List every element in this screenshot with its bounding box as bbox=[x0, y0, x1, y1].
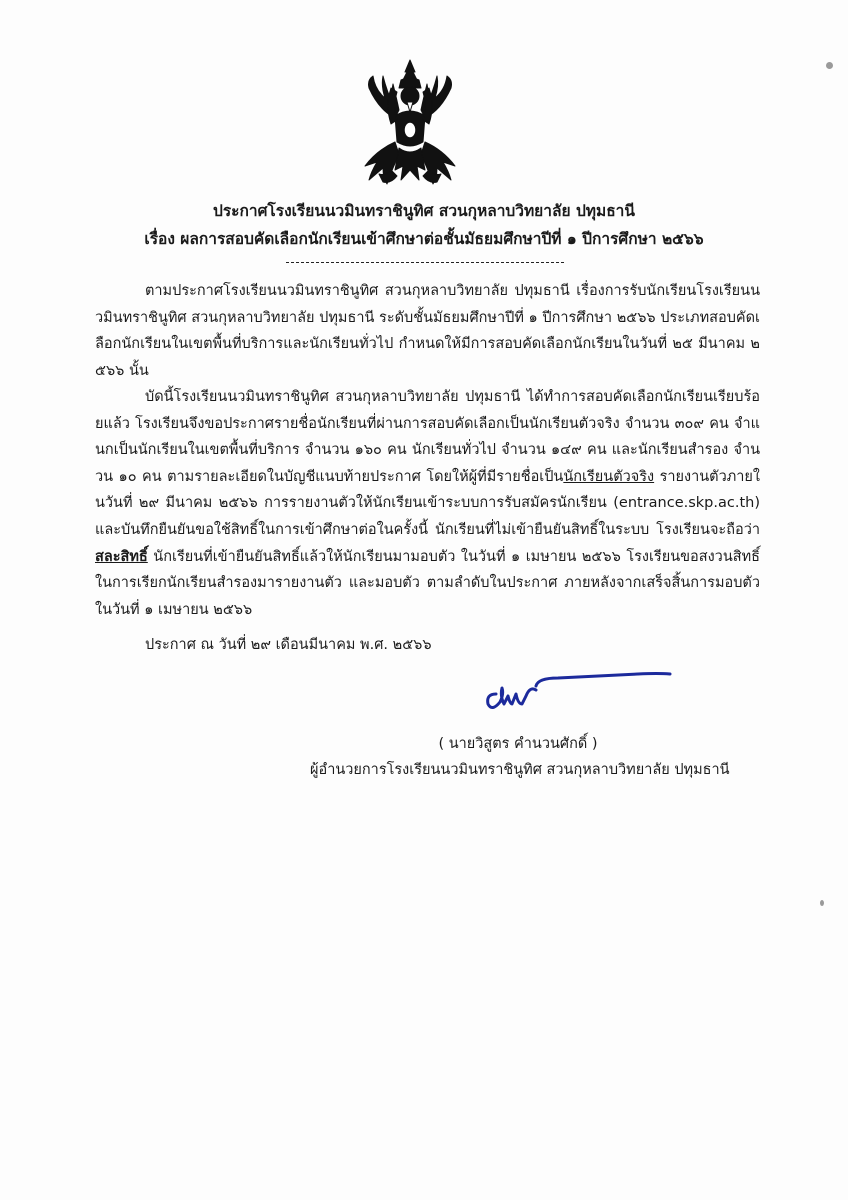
paragraph-2-text: นักเรียนที่เข้ายืนยันสิทธิ์แล้วให้นักเรียนมามอบตัว ในวันที่ ๑ เมษายน ๒๕๖๖ โรงเรียนขอสงวนสิทธิ์ในการเรียกนักเรียนสำรองมารายงานตัว และมอบตัว ตามลำดับในประกาศ ภายหลังจากเสร็จสิ้นการมอบตัวในวันที่ ๑ เมษายน ๒๕๖๖ bbox=[95, 548, 760, 618]
emphasis-actual-students: นักเรียนตัวจริง bbox=[563, 468, 655, 485]
signer-name: ( นายวิสูตร คำนวนศักดิ์ ) bbox=[438, 736, 598, 752]
announcement-title: ประกาศโรงเรียนนวมินทราชินูทิศ สวนกุหลาบวิทยาลัย ปทุมธานี bbox=[213, 202, 635, 220]
paragraph-2-text: รายงานตัวภายในวันที่ ๒๙ มีนาคม ๒๕๖๖ การรายงานตัวให้นักเรียนเข้าระบบการรับสมัครนักเรียน (entrance.skp.ac.th) และบันทึกยืนยันขอใช้สิทธิ์ในการเข้าศึกษาต่อในครั้งนี้ นักเรียนที่ไม่เข้ายืนยันสิทธิ์ในระบบ โรงเรียนจะถือว่า bbox=[95, 468, 760, 538]
signer-position: ผู้อำนวยการโรงเรียนนวมินทราชินูทิศ สวนกุหลาบวิทยาลัย ปทุมธานี bbox=[310, 762, 730, 778]
announcement-date: ประกาศ ณ วันที่ ๒๙ เดือนมีนาคม พ.ศ. ๒๕๖๖ bbox=[145, 637, 432, 653]
emphasis-forfeit: สละสิทธิ์ bbox=[95, 548, 148, 565]
handwritten-signature bbox=[478, 664, 678, 714]
body-paragraph-2 bbox=[95, 384, 760, 623]
garuda-emblem-icon bbox=[355, 58, 465, 190]
title-divider bbox=[286, 262, 564, 263]
scan-speck bbox=[820, 900, 824, 906]
scan-speck bbox=[826, 62, 833, 69]
paragraph-2-text: บัดนี้โรงเรียนนวมินทราชินูทิศ สวนกุหลาบวิทยาลัย ปทุมธานี ได้ทำการสอบคัดเลือกนักเรียนเรียบร้อยแล้ว โรงเรียนจึงขอประกาศรายชื่อนักเรียนที่ผ่านการสอบคัดเลือกเป็นนักเรียนตัวจริง จำนวน ๓๐๙ คน จำแนกเป็นนักเรียนในเขตพื้นที่บริการ จำนวน ๑๖๐ คน นักเรียนทั่วไป จำนวน ๑๔๙ คน และนักเรียนสำรอง จำนวน ๑๐ คน ตามรายละเอียดในบัญชีแนบท้ายประกาศ โดยให้ผู้ที่มีรายชื่อเป็น bbox=[95, 389, 760, 485]
announcement-subject: เรื่อง ผลการสอบคัดเลือกนักเรียนเข้าศึกษาต่อชั้นมัธยมศึกษาปีที่ ๑ ปีการศึกษา ๒๕๖๖ bbox=[144, 230, 704, 248]
body-paragraph-1: ตามประกาศโรงเรียนนวมินทราชินูทิศ สวนกุหลาบวิทยาลัย ปทุมธานี เรื่องการรับนักเรียนโรงเรียนนวมินทราชินูทิศ สวนกุหลาบวิทยาลัย ปทุมธานี ระดับชั้นมัธยมศึกษาปีที่ ๑ ปีการศึกษา ๒๕๖๖ ประเภทสอบคัดเลือกนักเรียนในเขตพื้นที่บริการและนักเรียนทั่วไป กำหนดให้มีการสอบคัดเลือกนักเรียนในวันที่ ๒๕ มีนาคม ๒๕๖๖ นั้น bbox=[95, 283, 760, 379]
